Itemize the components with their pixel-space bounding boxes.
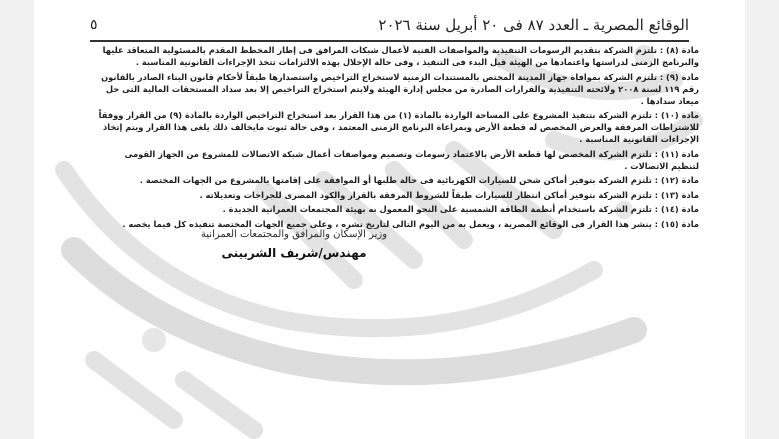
right-margin xyxy=(745,0,779,439)
article-text: تلتزم الشركة بتوفير أماكن شحن للسيارات الكهربائية فى حالة طلبها أو الموافقة على إقامتها بالمشروع من الجهات المختصة . xyxy=(139,175,652,185)
left-margin xyxy=(0,0,34,439)
page-header xyxy=(90,14,689,36)
article-number: مادة (٩) : xyxy=(659,71,699,82)
article-12 xyxy=(98,174,699,186)
article-text: تلتزم الشركة بموافاة جهاز المدينة المختص بالمستندات الزمنية لاستخراج التراخيص واستصدارها طبقاً لأحكام قانون البناء الصادر بالقانون رقم ١١٩ لسنة ٢٠٠٨ ولائحته التنفيذية والقرارات الصادرة من مجلس إدارة الهيئة ولايتم استخراج التراخيص إلا بعد سداد المستحقات المالية التى حل ميعاد سدادها . xyxy=(101,71,699,106)
article-14 xyxy=(98,203,699,215)
article-13 xyxy=(98,189,699,201)
article-text: تلتزم الشركة باستخدام أنظمة الطاقة الشمسية على النحو المعمول به بهيئة المجتمعات العمرانية الجديدة . xyxy=(222,204,652,214)
article-text: تلتزم الشركة بتوفير أماكن انتظار للسيارات طبقاً للشروط المرفقة بالقرار والكود المصرى للجراجات وتعديلاته . xyxy=(199,189,652,200)
page-number: ٥ xyxy=(90,17,98,33)
article-10 xyxy=(98,109,699,145)
article-text: تلتزم الشركة بتقديم الرسومات التنفيذية والمواصفات الفنية لأعمال شبكات المرافق فى إطار المخطط المقدم بالمسئولية المتعاقد عليها والبرنامج الزمنى لدراستها واعتمادها من الهيئة قبل البدء فى التنفيذ ، وفى حالة الإخلال بهذه الالتزامات تتخذ الإجراءات القانونية المناسبة . xyxy=(102,45,699,67)
article-number: مادة (١٣) : xyxy=(654,189,699,200)
article-text: تلتزم الشركة المخصص لها قطعة الأرض بالاعتماد رسومات وتصميم ومواصفات أعمال شبكة الاتصالات للمشروع من الجهاز القومى لتنظيم الاتصالات . xyxy=(124,148,699,171)
article-15 xyxy=(98,218,699,230)
article-text: تلتزم الشركة بتنفيذ المشروع على المساحة الواردة بالمادة (١) من هذا القرار بعد استخراج التراخيص الواردة بالمادة (٩) من القرار ووفقاً للاشتراطات المرفقة والعرض المخصص له قطعة الأرض وبمراعاة البرنامج الزمنى المعتمد ، وفى حالة ثبوت مايخالف ذلك يلغى هذا القرار ويتم إتخاذ الإجراءات القانونية المناسبة . xyxy=(98,110,699,144)
article-9 xyxy=(98,71,699,107)
minister-title: وزير الإسكان والمرافق والمجتمعات العمرانية xyxy=(200,229,388,240)
article-text: ينشر هذا القرار فى الوقائع المصرية ، ويعمل به من اليوم التالى لتاريخ نشره ، وعلى جميع الجهات المختصة تنفيذه كل فيما يخصه . xyxy=(122,218,652,229)
gazette-title: الوقائع المصرية ـ العدد ٨٧ فى ٢٠ أبريل سنة ٢٠٢٦ xyxy=(378,16,689,34)
signature-block xyxy=(184,229,404,260)
header-rule xyxy=(90,40,689,42)
article-number: مادة (١٥) : xyxy=(654,218,699,229)
article-8 xyxy=(98,44,699,68)
article-number: مادة (١٤) : xyxy=(654,204,699,214)
document-page xyxy=(34,0,745,439)
article-number: مادة (١١) : xyxy=(654,148,699,159)
minister-name: مهندس/شريف الشربينى xyxy=(221,246,367,260)
article-number: مادة (١٠) : xyxy=(654,110,699,120)
article-number: مادة (٨) : xyxy=(659,45,699,55)
decree-body xyxy=(98,44,699,232)
article-number: مادة (١٢) : xyxy=(654,175,699,185)
article-11 xyxy=(98,148,699,172)
